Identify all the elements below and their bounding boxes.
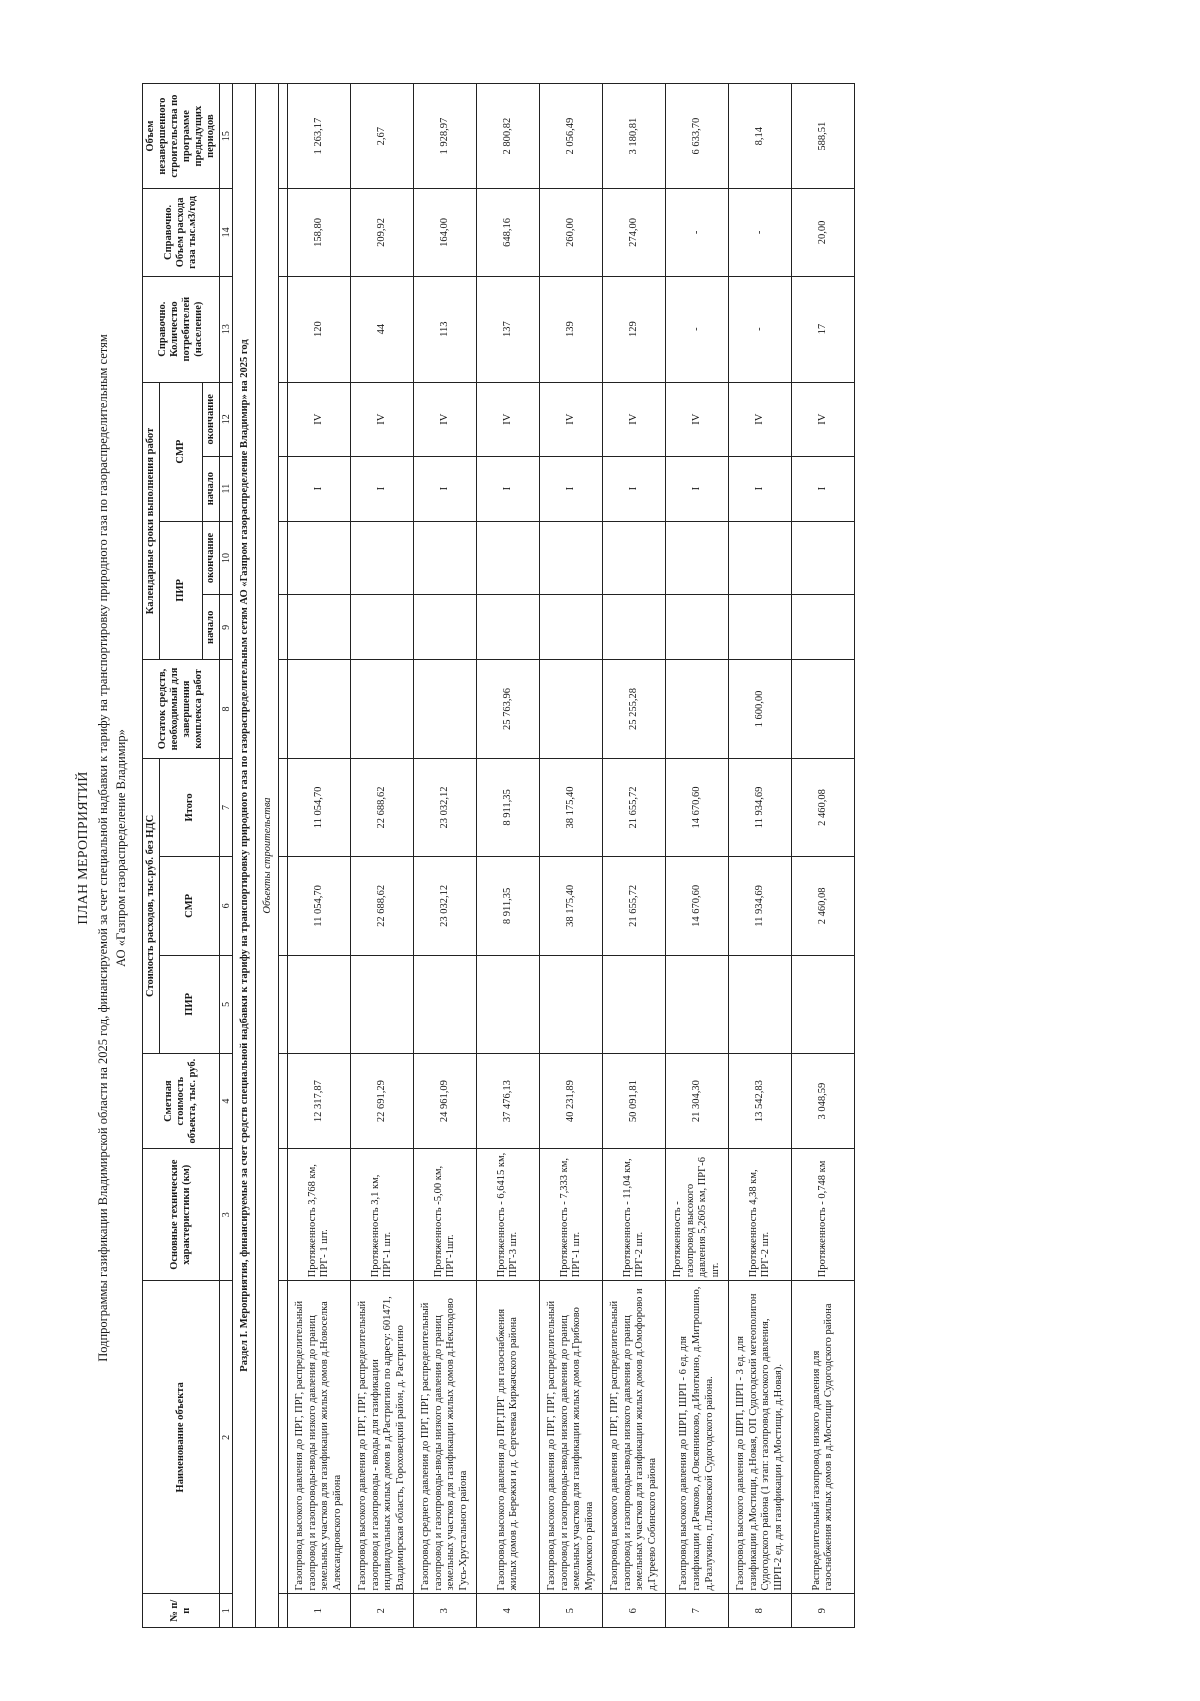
object-specs: Протяженность - газопровод высокого давления 5,2605 км, ПРГ-6 шт.: [666, 1149, 729, 1281]
spacer-row: [279, 84, 288, 1628]
data-rows: [288, 84, 855, 1628]
smr-end: IV: [729, 382, 792, 456]
table-row: [351, 84, 414, 1628]
table-row: [288, 84, 351, 1628]
row-number: 3: [414, 1594, 477, 1628]
pir-start: [540, 595, 603, 660]
total-cost: 38 175,40: [540, 758, 603, 856]
smr-cost: 14 670,60: [666, 857, 729, 955]
header-smr: СМР: [160, 857, 220, 955]
table-row: [666, 84, 729, 1628]
pir-end: [603, 521, 666, 595]
estimated-cost: 3 048,59: [792, 1054, 855, 1149]
col-number: 7: [220, 758, 233, 856]
estimated-cost: 50 091,81: [603, 1054, 666, 1149]
remainder-amount: [666, 660, 729, 758]
pir-end: [792, 521, 855, 595]
pir-start: [288, 595, 351, 660]
smr-start: I: [729, 456, 792, 521]
smr-end: IV: [603, 382, 666, 456]
gas-volume: -: [729, 189, 792, 276]
header-smr-start: начало: [203, 456, 220, 521]
smr-end: IV: [414, 382, 477, 456]
total-cost: 2 460,08: [792, 758, 855, 856]
header-name: Наименование объекта: [143, 1281, 220, 1594]
object-specs: Протяженность 3,1 км, ПРГ-1 шт.: [351, 1149, 414, 1281]
smr-cost: 38 175,40: [540, 857, 603, 955]
header-est-cost: Сметная стоимость объекта, тыс. руб.: [143, 1054, 220, 1149]
unfinished-volume: 2 056,49: [540, 84, 603, 189]
smr-cost: 23 032,12: [414, 857, 477, 955]
header-consumers: Справочно. Количество потребителей (население): [143, 276, 220, 382]
smr-start: I: [414, 456, 477, 521]
row-number: 9: [792, 1594, 855, 1628]
pir-start: [792, 595, 855, 660]
col-number: 15: [220, 84, 233, 189]
unfinished-volume: 1 263,17: [288, 84, 351, 189]
col-number: 6: [220, 857, 233, 955]
estimated-cost: 24 961,09: [414, 1054, 477, 1149]
object-specs: Протяженность - 0,748 км: [792, 1149, 855, 1281]
object-name: Газопровод высокого давления до ПРГ,ПРГ для газоснабжения жилых домов д. Бережки и д. Сергеевка Киржачского района: [477, 1281, 540, 1594]
object-specs: Протяженность 3,768 км, ПРГ- 1 шт.: [288, 1149, 351, 1281]
object-specs: Протяженность - 7,333 км, ПРГ-1 шт.: [540, 1149, 603, 1281]
table-row: [540, 84, 603, 1628]
object-name: Газопровод высокого давления до ПРГ, ПРГ, распределительный газопровод и газопроводы-вводы низкого давления до границ земельных участков для газификации жилых домов д.Омофорово и д.Гуреево Собинского района: [603, 1281, 666, 1594]
row-number: 5: [540, 1594, 603, 1628]
section-title: Раздел I. Мероприятия, финансируемые за счет средств специальной надбавки к тарифу на транспортировку природного газа по газораспределительным сетям АО «Газпром газораспределение Владимир» на 2025 год: [233, 84, 256, 1628]
smr-end: IV: [477, 382, 540, 456]
pir-cost: [666, 955, 729, 1053]
pir-cost: [477, 955, 540, 1053]
row-number: 8: [729, 1594, 792, 1628]
unfinished-volume: 2,67: [351, 84, 414, 189]
col-number: 5: [220, 955, 233, 1053]
consumers-count: 137: [477, 276, 540, 382]
consumers-count: 17: [792, 276, 855, 382]
row-number: 6: [603, 1594, 666, 1628]
estimated-cost: 12 317,87: [288, 1054, 351, 1149]
gas-volume: 164,00: [414, 189, 477, 276]
consumers-count: 129: [603, 276, 666, 382]
pir-end: [477, 521, 540, 595]
col-number: 12: [220, 382, 233, 456]
object-name: Газопровод высокого давления до ПРГ, ПРГ, распределительный газопровод и газопроводы - вводы для газификации индивидуальных жилых домов в д.Растригино по адресу: 601471, Владимирская область, Гороховецкий район, д. Растригино: [351, 1281, 414, 1594]
remainder-amount: 1 600,00: [729, 660, 792, 758]
pir-end: [351, 521, 414, 595]
pir-start: [477, 595, 540, 660]
pir-end: [540, 521, 603, 595]
col-number: 10: [220, 521, 233, 595]
document-subtitle: Подпрограммы газификации Владимирской области на 2025 год, финансируемой за счет специальной надбавки к тарифу на транспортировку природного газа по газораспределительным сетям: [96, 334, 110, 1362]
object-name: Газопровод высокого давления до ШРП, ШРП - 3 ед. для газификации д.Мостищи, д.Новая, ОП Судогодский метеополигон Судогодского района (1 этап: газопровод высокого давления, ШРП-2 ед. для газификации д.Мостищи, д.Новая).: [729, 1281, 792, 1594]
total-cost: 8 911,35: [477, 758, 540, 856]
pir-start: [666, 595, 729, 660]
consumers-count: 139: [540, 276, 603, 382]
pir-cost: [729, 955, 792, 1053]
header-pir: ПИР: [160, 955, 220, 1053]
table-row: [414, 84, 477, 1628]
consumers-count: -: [729, 276, 792, 382]
pir-end: [414, 521, 477, 595]
table-row: [729, 84, 792, 1628]
smr-start: I: [288, 456, 351, 521]
pir-start: [729, 595, 792, 660]
object-specs: Протяженность - 6,6415 км, ПРГ-3 шт.: [477, 1149, 540, 1281]
row-number: 4: [477, 1594, 540, 1628]
header-smr-group: СМР: [160, 382, 203, 521]
header-pir-start: начало: [203, 595, 220, 660]
col-number: 2: [220, 1281, 233, 1594]
gas-volume: 209,92: [351, 189, 414, 276]
header-schedule: Календарные сроки выполнения работ: [143, 382, 160, 659]
col-number: 9: [220, 595, 233, 660]
smr-cost: 11 054,70: [288, 857, 351, 955]
smr-cost: 22 688,62: [351, 857, 414, 955]
smr-cost: 8 911,35: [477, 857, 540, 955]
col-number: 3: [220, 1149, 233, 1281]
rotated-content: [26, 48, 1200, 1648]
unfinished-volume: 2 800,82: [477, 84, 540, 189]
smr-start: I: [540, 456, 603, 521]
table-row: [477, 84, 540, 1628]
total-cost: 21 655,72: [603, 758, 666, 856]
header-row-1: [143, 84, 160, 1628]
object-name: Распределительный газопровод низкого давления для газоснабжения жилых домов в д.Мостищи Судогодского района: [792, 1281, 855, 1594]
section-row: [233, 84, 256, 1628]
smr-end: IV: [540, 382, 603, 456]
smr-start: I: [603, 456, 666, 521]
unfinished-volume: 8,14: [729, 84, 792, 189]
smr-end: IV: [288, 382, 351, 456]
table-row: [603, 84, 666, 1628]
remainder-amount: 25 255,28: [603, 660, 666, 758]
gas-volume: 20,00: [792, 189, 855, 276]
header-smr-end: окончание: [203, 382, 220, 456]
col-number: 4: [220, 1054, 233, 1149]
consumers-count: 44: [351, 276, 414, 382]
header-specs: Основные технические характеристики (км): [143, 1149, 220, 1281]
col-number: 14: [220, 189, 233, 276]
smr-end: IV: [351, 382, 414, 456]
plan-table: [142, 83, 855, 1628]
total-cost: 22 688,62: [351, 758, 414, 856]
unfinished-volume: 3 180,81: [603, 84, 666, 189]
pir-start: [603, 595, 666, 660]
header-unfinished: Объем незавершенного строительства по программе предыдущих периодов: [143, 84, 220, 189]
remainder-amount: [540, 660, 603, 758]
estimated-cost: 37 476,13: [477, 1054, 540, 1149]
gas-volume: -: [666, 189, 729, 276]
pir-cost: [414, 955, 477, 1053]
consumers-count: 113: [414, 276, 477, 382]
row-number: 1: [288, 1594, 351, 1628]
col-number: 1: [220, 1594, 233, 1628]
gas-volume: 158,80: [288, 189, 351, 276]
col-number: 8: [220, 660, 233, 758]
header-remainder: Остаток средств, необходимый для завершения комплекса работ: [143, 660, 220, 758]
header-cost-group: Стоимость расходов, тыс.руб. без НДС: [143, 758, 160, 1053]
table-row: [792, 84, 855, 1628]
row-number: 7: [666, 1594, 729, 1628]
smr-start: I: [666, 456, 729, 521]
col-number: 11: [220, 456, 233, 521]
pir-end: [729, 521, 792, 595]
estimated-cost: 13 542,83: [729, 1054, 792, 1149]
pir-start: [351, 595, 414, 660]
pir-start: [414, 595, 477, 660]
header-gas: Справочно. Объем расхода газа тыс.м3/год: [143, 189, 220, 276]
pir-end: [288, 521, 351, 595]
object-name: Газопровод высокого давления до ПРГ, ПРГ, распределительный газопровод и газопроводы-вводы низкого давления до границ земельных участков для газификации жилых домов д.Грибково Муромского района: [540, 1281, 603, 1594]
object-specs: Протяженность - 11,04 км, ПРГ-2 шт.: [603, 1149, 666, 1281]
remainder-amount: [351, 660, 414, 758]
document-organization: АО «Газпром газораспределение Владимир»: [114, 729, 128, 967]
gas-volume: 260,00: [540, 189, 603, 276]
smr-end: IV: [792, 382, 855, 456]
gas-volume: 648,16: [477, 189, 540, 276]
estimated-cost: 21 304,30: [666, 1054, 729, 1149]
total-cost: 14 670,60: [666, 758, 729, 856]
gas-volume: 274,00: [603, 189, 666, 276]
smr-end: IV: [666, 382, 729, 456]
row-number: 2: [351, 1594, 414, 1628]
remainder-amount: [288, 660, 351, 758]
remainder-amount: [414, 660, 477, 758]
object-name: Газопровод высокого давления до ШРП, ШРП - 6 ед. для газификации д.Рачково, д.Овсянниково, д.Иноткино, д.Митрошино, д.Разлукино, п.Ляховской Судогодского района.: [666, 1281, 729, 1594]
subsection-title: Объекты строительства: [256, 84, 279, 1628]
estimated-cost: 40 231,89: [540, 1054, 603, 1149]
unfinished-volume: 588,51: [792, 84, 855, 189]
pir-cost: [351, 955, 414, 1053]
object-name: Газопровод высокого давления до ПРГ, ПРГ, распределительный газопровод и газопроводы-вводы низкого давления до границ земельных участков для газификации жилых домов д.Новоселка Александровского района: [288, 1281, 351, 1594]
object-name: Газопровод среднего давления до ПРГ, ПРГ, распределительный газопровод и газопроводы-вводы низкого давления до границ земельных участков для газификации жилых домов д.Неклюдово Гусь-Хрустального района: [414, 1281, 477, 1594]
object-specs: Протяженность 4,38 км, ПРГ-2 шт.: [729, 1149, 792, 1281]
column-numbers-row: [220, 84, 233, 1628]
smr-cost: 11 934,69: [729, 857, 792, 955]
estimated-cost: 22 691,29: [351, 1054, 414, 1149]
smr-cost: 21 655,72: [603, 857, 666, 955]
remainder-amount: 25 763,96: [477, 660, 540, 758]
header-no: № п/п: [143, 1594, 220, 1628]
total-cost: 23 032,12: [414, 758, 477, 856]
document-title: ПЛАН МЕРОПРИЯТИЙ: [76, 771, 91, 925]
pir-cost: [792, 955, 855, 1053]
header-pir-group: ПИР: [160, 521, 203, 660]
header-total: Итого: [160, 758, 220, 856]
pir-cost: [288, 955, 351, 1053]
smr-start: I: [792, 456, 855, 521]
consumers-count: -: [666, 276, 729, 382]
unfinished-volume: 1 928,97: [414, 84, 477, 189]
object-specs: Протяженность -5,00 км, ПРГ-1шт.: [414, 1149, 477, 1281]
pir-end: [666, 521, 729, 595]
pir-cost: [540, 955, 603, 1053]
remainder-amount: [792, 660, 855, 758]
smr-start: I: [477, 456, 540, 521]
pir-cost: [603, 955, 666, 1053]
col-number: 13: [220, 276, 233, 382]
unfinished-volume: 6 633,70: [666, 84, 729, 189]
total-cost: 11 054,70: [288, 758, 351, 856]
subsection-row: [256, 84, 279, 1628]
smr-cost: 2 460,08: [792, 857, 855, 955]
header-pir-end: окончание: [203, 521, 220, 595]
total-cost: 11 934,69: [729, 758, 792, 856]
smr-start: I: [351, 456, 414, 521]
consumers-count: 120: [288, 276, 351, 382]
